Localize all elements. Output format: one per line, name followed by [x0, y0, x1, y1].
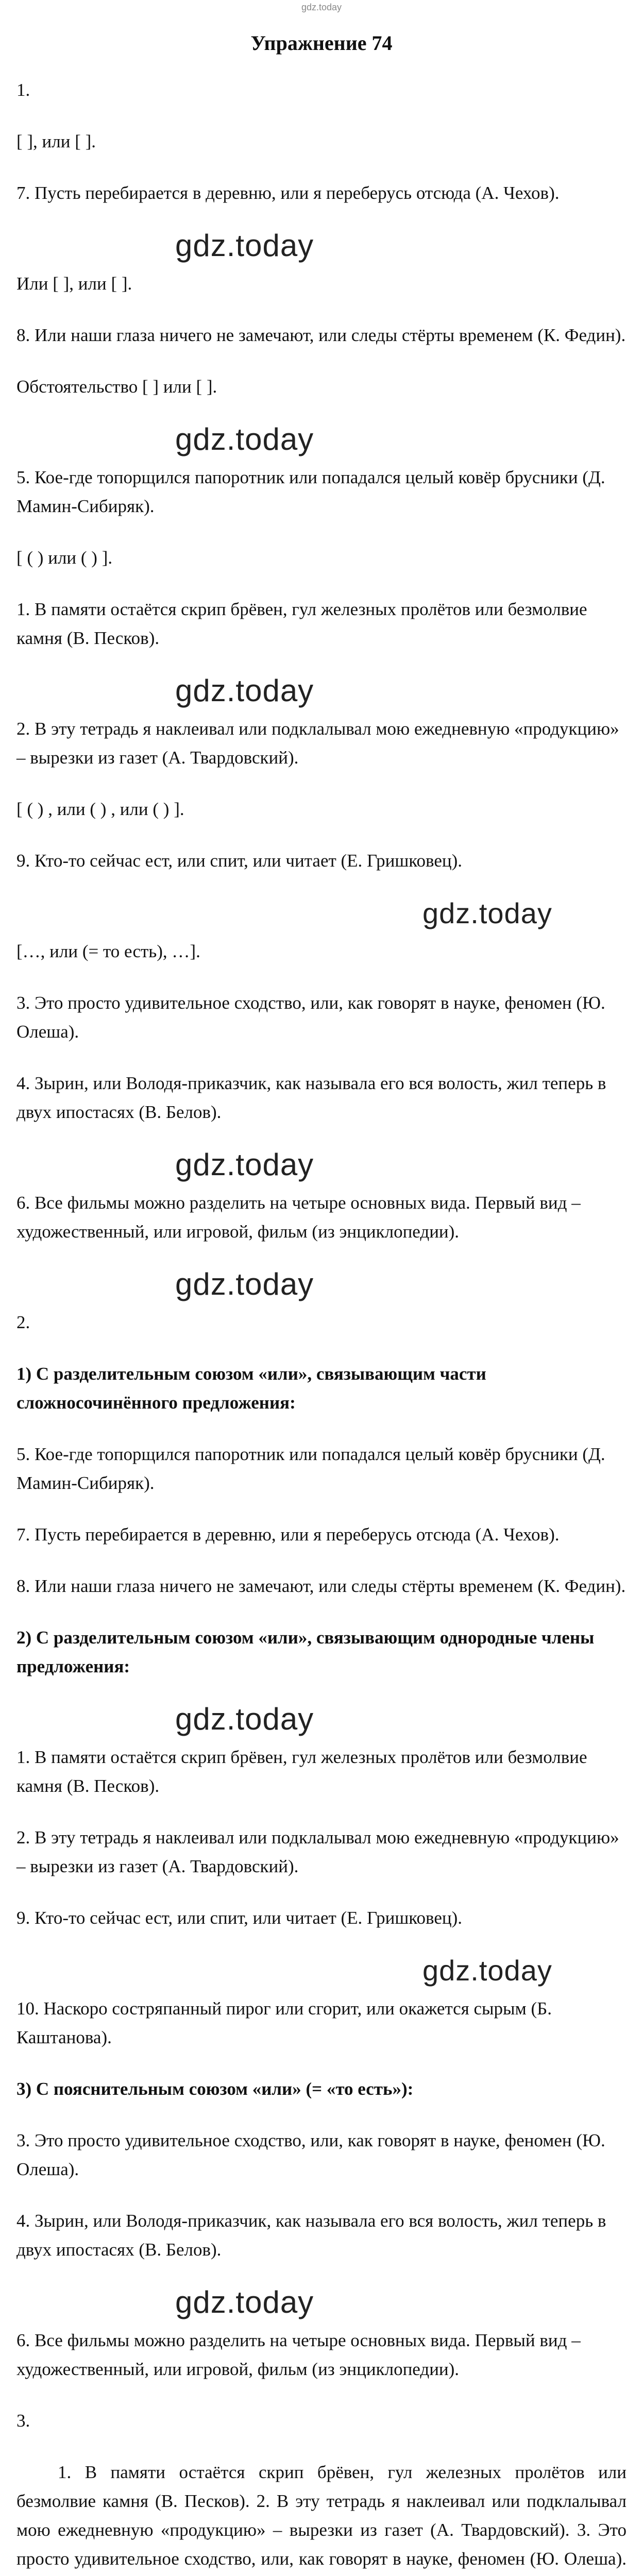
example-sentence: 6. Все фильмы можно разделить на четыре основных вида. Первый вид – художественный, или игровой, фильм (из энциклопедии). — [16, 2330, 581, 2379]
watermark: gdz.today — [175, 673, 314, 708]
scheme-line: Обстоятельство [ ] или [ ]. — [16, 377, 217, 397]
example-sentence: 4. Зырин, или Володя-приказчик, как называла его вся волость, жил теперь в двух ипостасях (В. Белов). — [16, 2211, 606, 2260]
scheme-line: [ ], или [ ]. — [16, 131, 96, 151]
top-watermark: gdz.today — [301, 2, 342, 12]
section-2 — [0, 1269, 643, 2384]
watermark: gdz.today — [175, 2285, 314, 2319]
scheme-line: Или [ ], или [ ]. — [16, 274, 132, 294]
example-sentence: 3. Это просто удивительное сходство, или, как говорят в науке, феномен (Ю. Олеша). — [16, 993, 605, 1042]
example-sentence: 9. Кто-то сейчас ест, или спит, или читает (Е. Гришковец). — [16, 851, 462, 871]
section-1 — [0, 76, 643, 1246]
example-sentence: 6. Все фильмы можно разделить на четыре основных вида. Первый вид – художественный, или игровой, фильм (из энциклопедии). — [16, 1193, 581, 1242]
group-heading: 2) С разделительным союзом «или», связывающим однородные члены предложения: — [16, 1628, 595, 1676]
example-sentence: 2. В эту тетрадь я наклеивал или подклалывал мою ежедневную «продукцию» – вырезки из газет (А. Твардовский). — [16, 719, 619, 768]
watermark: gdz.today — [175, 1147, 314, 1182]
section-3 — [0, 2406, 643, 2576]
section-2-number: 2. — [16, 1312, 30, 1332]
scheme-line: […, или (= то есть), …]. — [16, 941, 200, 961]
example-sentence: 10. Наскоро состряпанный пирог или сгорит, или окажется сырым (Б. Каштанова). — [16, 1998, 552, 2047]
group-heading: 3) С пояснительным союзом «или» (= «то есть»): — [16, 2079, 414, 2099]
scheme-line: [ ( ) , или ( ) , или ( ) ]. — [16, 799, 184, 819]
example-sentence: 3. Это просто удивительное сходство, или, как говорят в науке, феномен (Ю. Олеша). — [16, 2130, 605, 2179]
watermark: gdz.today — [175, 1702, 314, 1736]
section-3-number: 3. — [16, 2411, 30, 2431]
scheme-line: [ ( ) или ( ) ]. — [16, 548, 113, 568]
example-sentence: 5. Кое-где топорщился папоротник или попадался целый ковёр брусники (Д. Мамин-Сибиряк). — [16, 467, 605, 516]
example-sentence: 8. Или наши глаза ничего не замечают, или следы стёрты временем (К. Федин). — [16, 325, 626, 345]
watermark: gdz.today — [175, 422, 314, 456]
example-sentence: 1. В памяти остаётся скрип брёвен, гул железных пролётов или безмолвие камня (В. Песков). — [16, 1747, 587, 1796]
example-sentence: 8. Или наши глаза ничего не замечают, или следы стёрты временем (К. Федин). — [16, 1576, 626, 1596]
exercise-title: Упражнение 74 — [250, 31, 393, 55]
example-sentence: 2. В эту тетрадь я наклеивал или подклалывал мою ежедневную «продукцию» – вырезки из газет (А. Твардовский). — [16, 1827, 619, 1876]
watermark: gdz.today — [175, 1267, 314, 1301]
example-sentence: 5. Кое-где топорщился папоротник или попадался целый ковёр брусники (Д. Мамин-Сибиряк). — [16, 1444, 605, 1493]
example-sentence: 1. В памяти остаётся скрип брёвен, гул железных пролётов или безмолвие камня (В. Песков). — [16, 599, 587, 648]
section-1-number: 1. — [16, 80, 30, 100]
watermark: gdz.today — [175, 228, 314, 263]
example-sentence: 9. Кто-то сейчас ест, или спит, или читает (Е. Гришковец). — [16, 1908, 462, 1928]
example-sentence: 4. Зырин, или Володя-приказчик, как называла его вся волость, жил теперь в двух ипостасях (В. Белов). — [16, 1073, 606, 1122]
group-heading: 1) С разделительным союзом «или», связывающим части сложносочинённого предложения: — [16, 1364, 486, 1413]
watermark: gdz.today — [422, 1954, 552, 1987]
example-sentence: 7. Пусть перебирается в деревню, или я переберусь отсюда (А. Чехов). — [16, 1524, 560, 1545]
watermark: gdz.today — [422, 897, 552, 929]
example-sentence: 7. Пусть перебирается в деревню, или я переберусь отсюда (А. Чехов). — [16, 183, 560, 203]
combined-text: 1. В памяти остаётся скрип брёвен, гул железных пролётов или безмолвие камня (В. Песков). 2. В эту тетрадь я наклеивал или подклалывал мою ежедневную «продукцию» – вырезки из газет (А. Твардовский). 3. Это просто удивительное сходство, или, как говорят в науке, феномен (Ю. Олеша). — [16, 2462, 627, 2569]
